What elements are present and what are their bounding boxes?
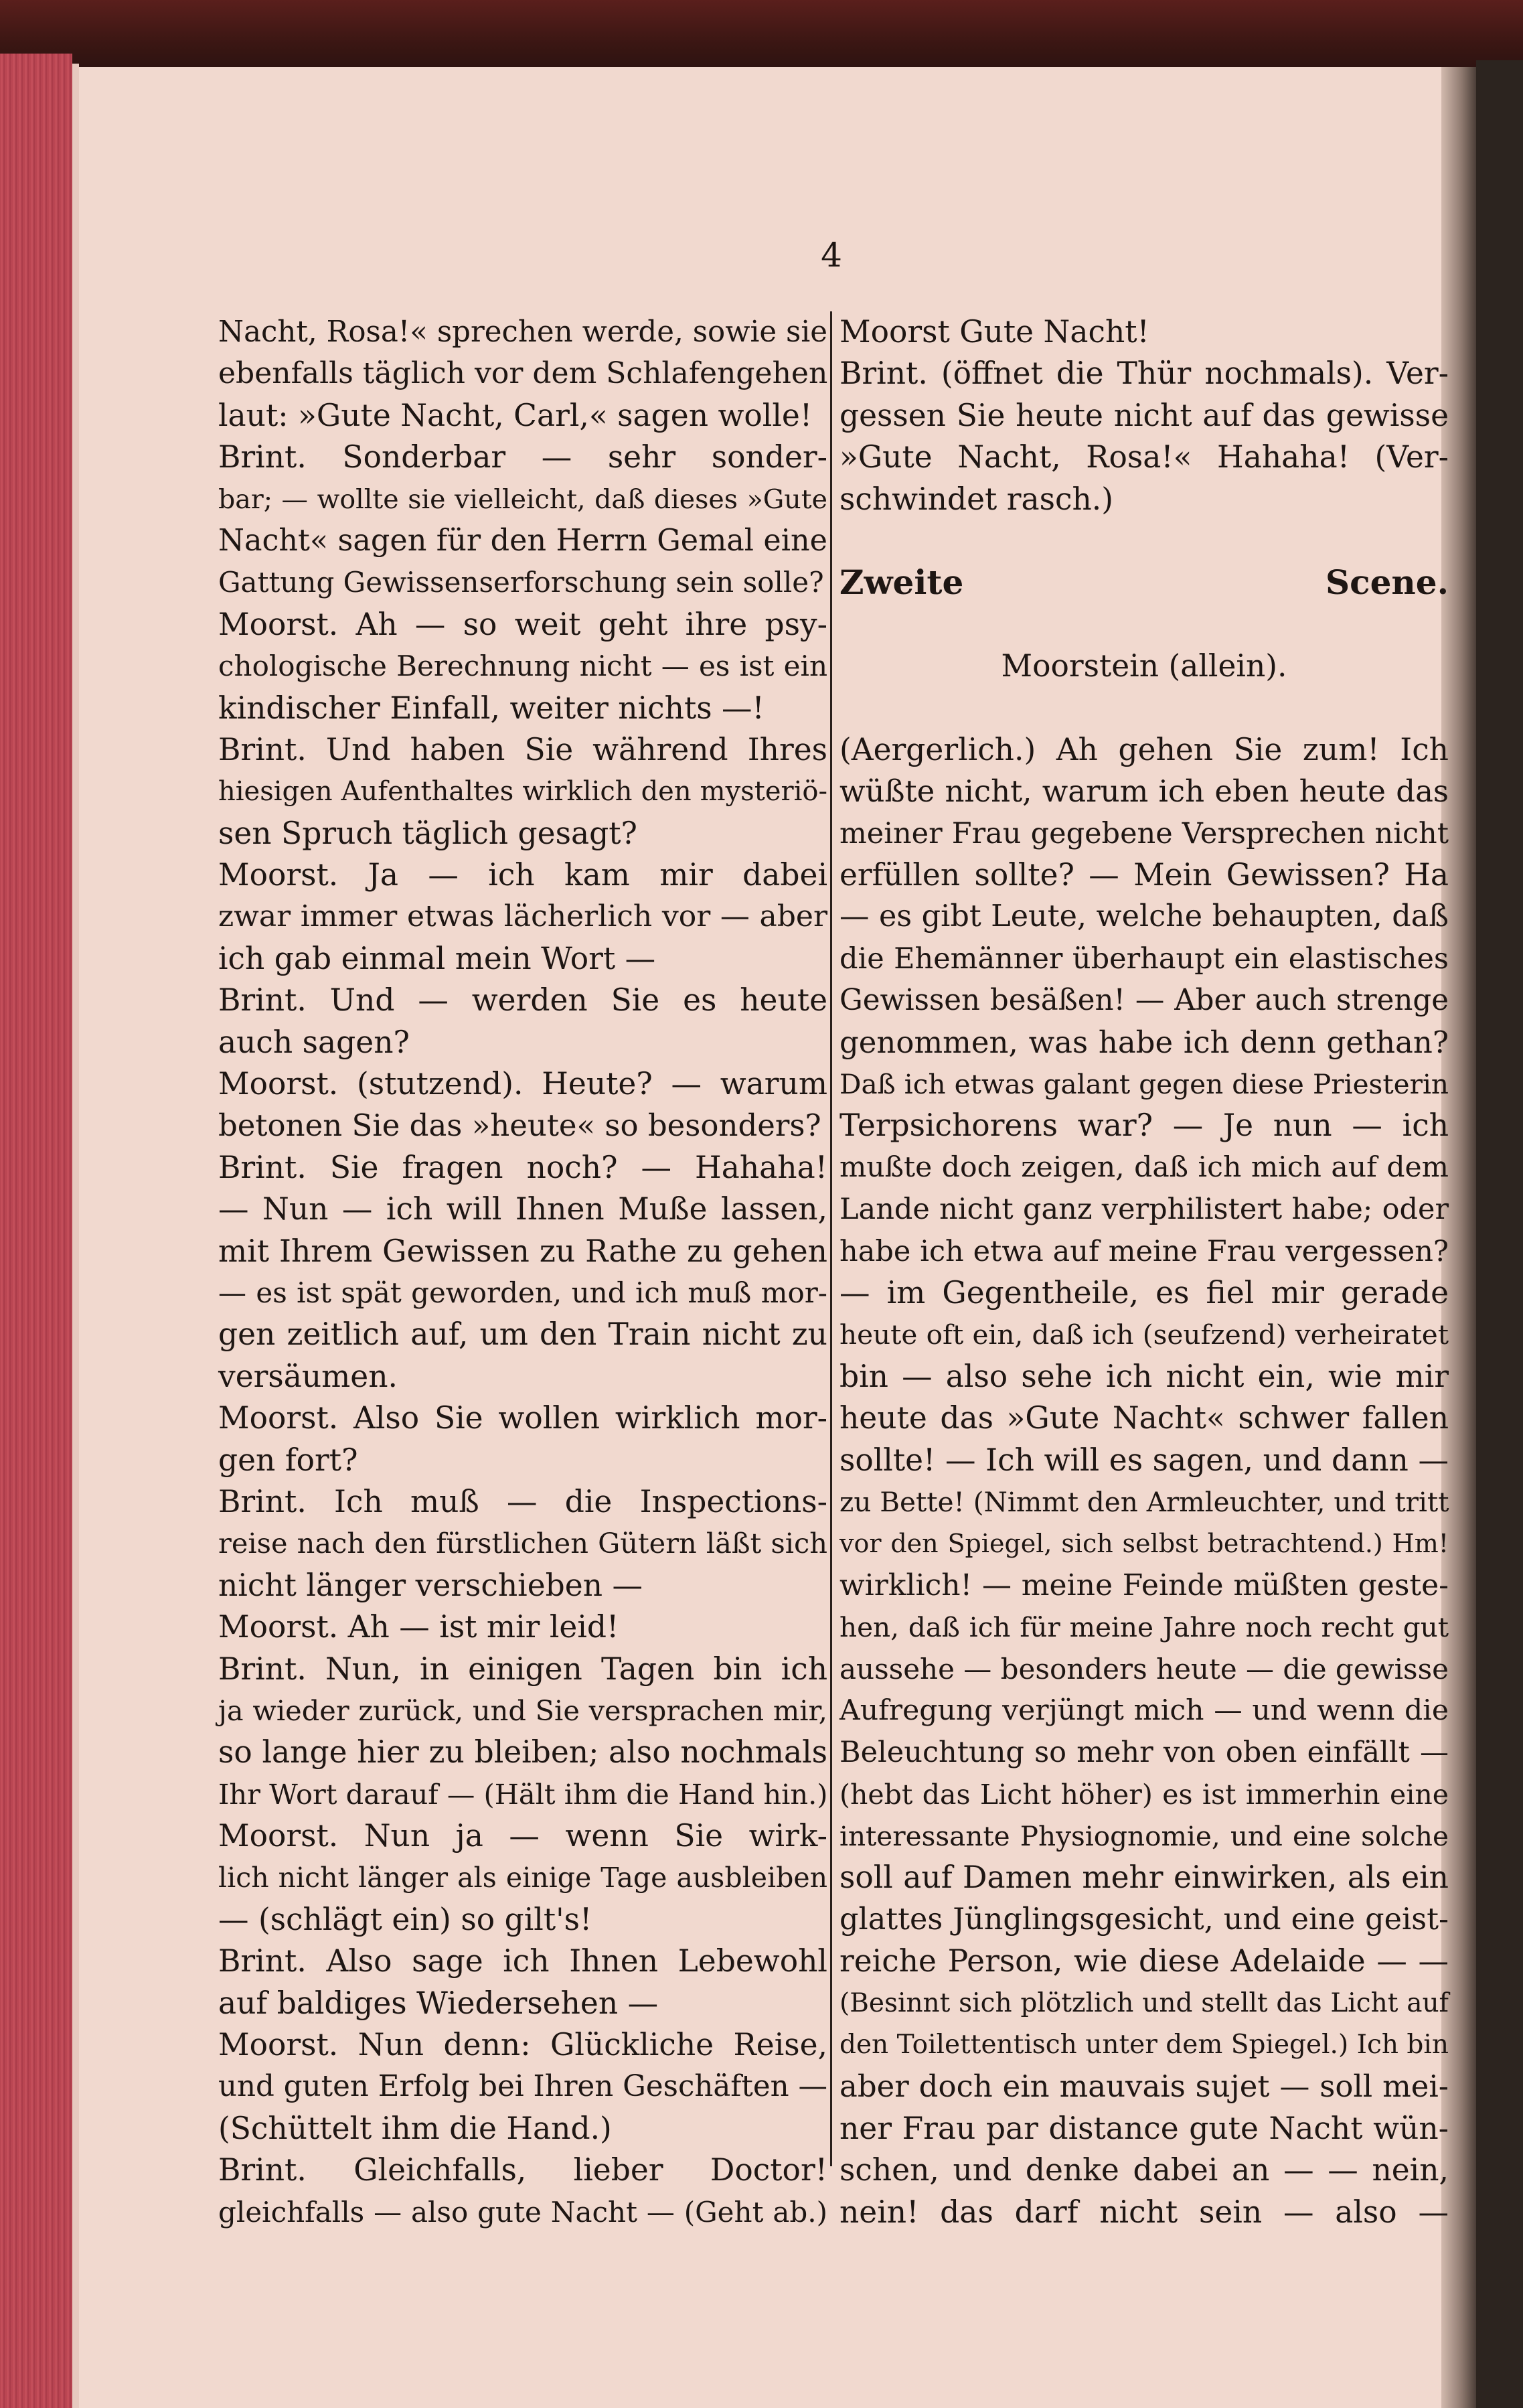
- text-line: sen Spruch täglich gesagt?: [218, 815, 637, 851]
- text-line: Brint. Ich muß — die Inspections-: [218, 1483, 827, 1519]
- text-line: heute das »Gute Nacht« schwer fallen: [839, 1400, 1449, 1436]
- text-line: kindischer Einfall, weiter nichts —!: [218, 690, 765, 726]
- text-line: sollte! — Ich will es sagen, und dann —: [839, 1442, 1449, 1478]
- text-line: schwindet rasch.): [839, 481, 1113, 517]
- text-line: — es ist spät geworden, und ich muß mor-: [218, 1276, 827, 1309]
- text-line: [839, 604, 1449, 646]
- text-line: — es gibt Leute, welche behaupten, daß: [839, 899, 1449, 934]
- text-line: schen, und denke dabei an — — nein,: [839, 2152, 1449, 2188]
- book-cover-edge: [0, 0, 1523, 74]
- text-line: genommen, was habe ich denn gethan?: [839, 1024, 1449, 1060]
- text-line: (Schüttelt ihm die Hand.): [218, 2110, 612, 2146]
- text-line: gen fort?: [218, 1442, 358, 1478]
- text-line: Brint. Sonderbar — sehr sonder-: [218, 439, 827, 475]
- text-line: aussehe — besonders heute — die gewisse: [839, 1652, 1449, 1685]
- text-line: Aufregung verjüngt mich — und wenn die: [839, 1694, 1449, 1727]
- column-divider: [830, 311, 832, 2166]
- text-line: Moorst. Ja — ich kam mir dabei: [218, 857, 827, 893]
- text-line: reise nach den fürstlichen Gütern läßt sich: [218, 1527, 827, 1560]
- text-line: Daß ich etwas galant gegen diese Priesterin: [839, 1068, 1449, 1101]
- text-line: nicht länger verschieben —: [218, 1567, 643, 1603]
- text-line: wüßte nicht, warum ich eben heute das: [839, 773, 1449, 810]
- text-line: mußte doch zeigen, daß ich mich auf dem: [839, 1150, 1449, 1184]
- text-line: (Aergerlich.) Ah gehen Sie zum! Ich: [839, 731, 1449, 767]
- text-line: Moorst. (stutzend). Heute? — warum: [218, 1066, 827, 1102]
- text-line: Brint. Sie fragen noch? — Hahaha!: [218, 1149, 827, 1185]
- text-line: [839, 520, 1449, 562]
- text-line: ner Frau par distance gute Nacht wün-: [839, 2110, 1449, 2146]
- text-line: glattes Jünglingsgesicht, und eine geist-: [839, 1902, 1449, 1937]
- text-line: ebenfalls täglich vor dem Schlafengehen: [218, 356, 828, 391]
- right-text-column: [839, 311, 1449, 2233]
- text-line: Brint. Und — werden Sie es heute: [218, 982, 827, 1019]
- text-line: habe ich etwa auf meine Frau vergessen?: [839, 1234, 1449, 1268]
- text-line: Gewissen besäßen! — Aber auch strenge: [839, 984, 1449, 1018]
- text-line: »Gute Nacht, Rosa!« Hahaha! (Ver-: [839, 439, 1449, 475]
- text-line: Moorst. Nun ja — wenn Sie wirk-: [218, 1818, 827, 1854]
- text-line: Nacht« sagen für den Herrn Gemal eine: [218, 523, 827, 558]
- text-line: erfüllen sollte? — Mein Gewissen? Ha: [839, 857, 1449, 893]
- text-line: den Toilettentisch unter dem Spiegel.) Ich bin: [839, 2030, 1449, 2060]
- text-line: aber doch ein mauvais sujet — soll mei-: [839, 2068, 1449, 2105]
- left-text-column: [218, 311, 827, 2233]
- text-line: hen, daß ich für meine Jahre noch recht gut: [839, 1611, 1449, 1644]
- text-line: betonen Sie das »heute« so besonders?: [218, 1108, 821, 1144]
- text-line: chologische Berechnung nicht — es ist ein: [218, 650, 827, 683]
- text-line: versäumen.: [218, 1358, 398, 1394]
- text-line: so lange hier zu bleiben; also nochmals: [218, 1734, 827, 1771]
- text-line: interessante Physiognomie, und eine solche: [839, 1820, 1449, 1853]
- text-line: gleichfalls — also gute Nacht — (Geht ab.): [218, 2195, 827, 2229]
- text-line: Moorst. Also Sie wollen wirklich mor-: [218, 1400, 827, 1436]
- text-line: bin — also sehe ich nicht ein, wie mir: [839, 1358, 1449, 1394]
- text-line: zwar immer etwas lächerlich vor — aber: [218, 899, 827, 934]
- text-line: vor den Spiegel, sich selbst betrachtend.) Hm!: [839, 1529, 1449, 1559]
- text-line: Nacht, Rosa!« sprechen werde, sowie sie: [218, 315, 827, 349]
- text-line: (Besinnt sich plötzlich und stellt das Licht auf: [839, 1987, 1449, 2018]
- text-line: Moorst. Ah — so weit geht ihre psy-: [218, 606, 827, 642]
- scene-heading: Zweite Scene.: [839, 562, 1449, 603]
- text-line: heute oft ein, daß ich (seufzend) verheiratet: [839, 1319, 1449, 1351]
- text-line: zu Bette! (Nimmt den Armleuchter, und tritt: [839, 1485, 1449, 1518]
- text-line: hiesigen Aufenthaltes wirklich den mysteriö-: [218, 776, 827, 808]
- red-page-edges: [0, 54, 72, 2408]
- text-line: und guten Erfolg bei Ihren Geschäften —: [218, 2070, 827, 2104]
- text-line: nein! das darf nicht sein — also —: [839, 2194, 1449, 2230]
- text-line: Terpsichorens war? — Je nun — ich: [839, 1108, 1449, 1144]
- text-line: — Nun — ich will Ihnen Muße lassen,: [218, 1191, 827, 1227]
- text-line: Moorst. Ah — ist mir leid!: [218, 1609, 619, 1645]
- text-line: Moorst. Nun denn: Glückliche Reise,: [218, 2027, 827, 2063]
- text-line: auch sagen?: [218, 1024, 410, 1060]
- text-line: die Ehemänner überhaupt ein elastisches: [839, 942, 1449, 976]
- text-line: soll auf Damen mehr einwirken, als ein: [839, 1860, 1449, 1896]
- text-line: mit Ihrem Gewissen zu Rathe zu gehen: [218, 1233, 827, 1269]
- facing-page-shadow: [1476, 60, 1523, 2408]
- text-line: lich nicht länger als einige Tage ausbleiben: [218, 1862, 827, 1894]
- text-line: Brint. Nun, in einigen Tagen bin ich: [218, 1651, 827, 1687]
- text-line: Moorst Gute Nacht!: [839, 314, 1149, 350]
- text-line: Moorstein (allein).: [1001, 648, 1287, 684]
- page-edge: [72, 64, 79, 2408]
- text-line: — (schlägt ein) so gilt's!: [218, 1901, 592, 1937]
- text-line: Beleuchtung so mehr von oben einfällt —: [839, 1736, 1449, 1770]
- text-line: gessen Sie heute nicht auf das gewisse: [839, 397, 1449, 433]
- text-line: laut: »Gute Nacht, Carl,« sagen wolle!: [218, 397, 813, 433]
- text-line: (hebt das Licht höher) es ist immerhin eine: [839, 1778, 1449, 1811]
- text-line: Ihr Wort darauf — (Hält ihm die Hand hin.): [218, 1777, 828, 1811]
- text-line: bar; — wollte sie vielleicht, daß dieses »Gute: [218, 483, 827, 515]
- text-line: [839, 688, 1449, 729]
- text-line: Lande nicht ganz verphilistert habe; oder: [839, 1193, 1449, 1227]
- text-line: reiche Person, wie diese Adelaide — —: [839, 1943, 1449, 1979]
- text-line: Brint. (öffnet die Thür nochmals). Ver-: [839, 356, 1449, 392]
- text-line: wirklich! — meine Feinde müßten geste-: [839, 1568, 1449, 1602]
- text-line: ich gab einmal mein Wort —: [218, 940, 656, 976]
- text-line: auf baldiges Wiedersehen —: [218, 1985, 659, 2021]
- text-line: meiner Frau gegebene Versprechen nicht: [839, 816, 1449, 850]
- text-line: — im Gegentheile, es fiel mir gerade: [839, 1274, 1449, 1310]
- text-line: ja wieder zurück, und Sie versprachen mir,: [218, 1694, 827, 1727]
- page-number: 4: [821, 236, 842, 275]
- text-line: gen zeitlich auf, um den Train nicht zu: [218, 1316, 827, 1353]
- text-line: Brint. Und haben Sie während Ihres: [218, 731, 827, 767]
- text-line: Gattung Gewissenserforschung sein solle?: [218, 566, 824, 599]
- text-line: Brint. Gleichfalls, lieber Doctor!: [218, 2152, 827, 2188]
- text-line: Brint. Also sage ich Ihnen Lebewohl: [218, 1943, 827, 1979]
